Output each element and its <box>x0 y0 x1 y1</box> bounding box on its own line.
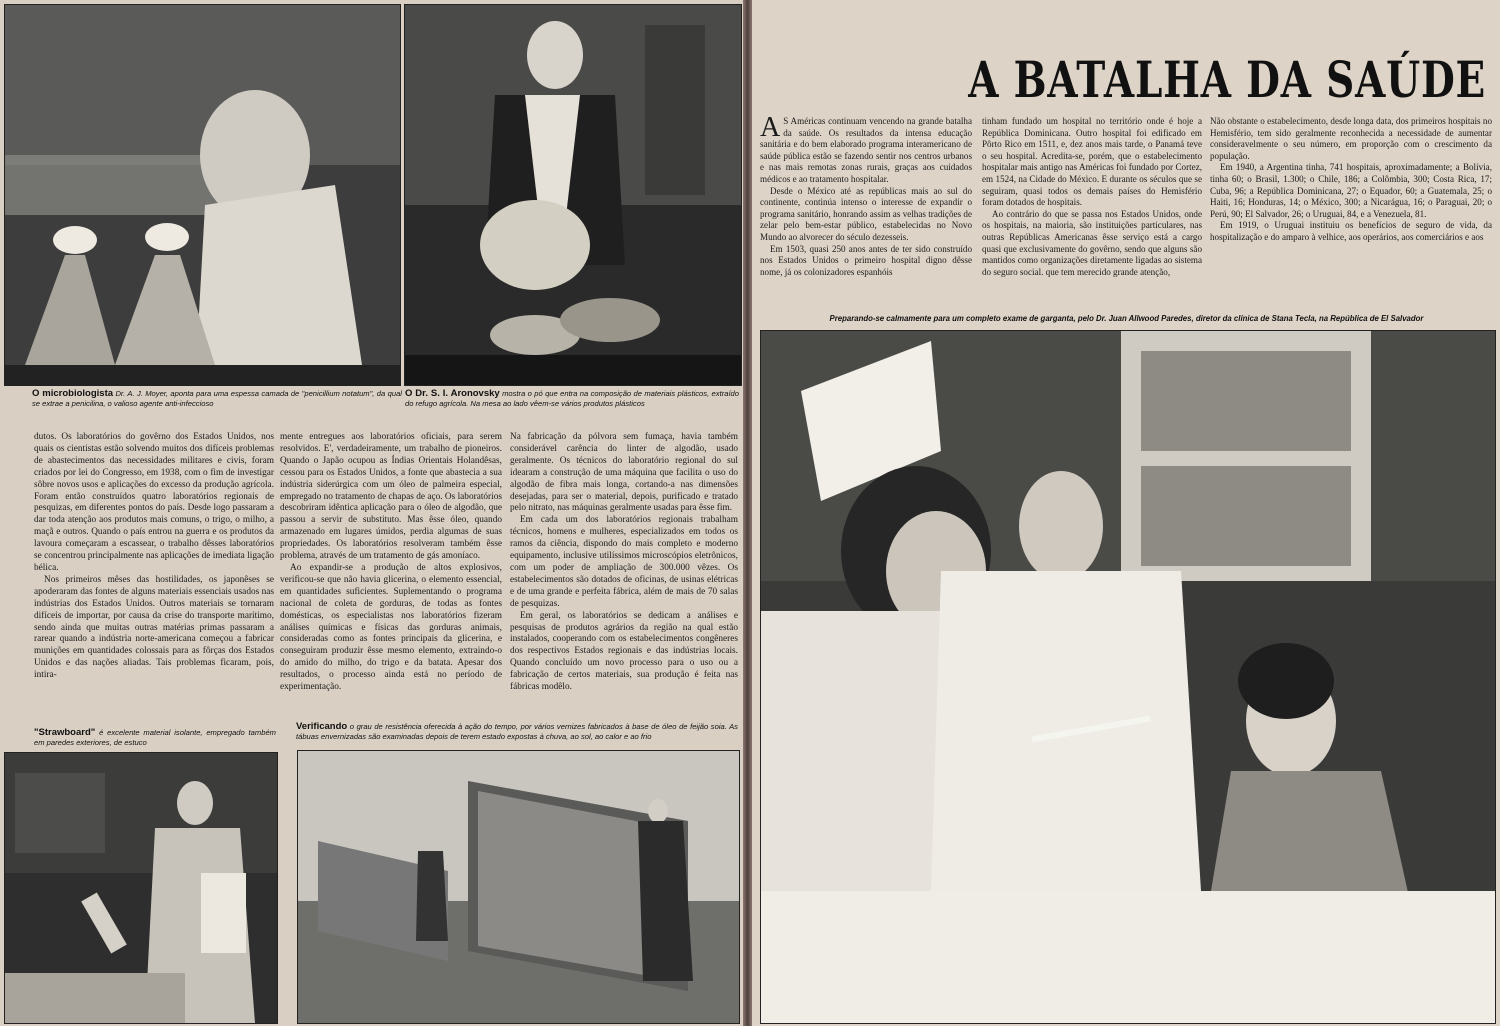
paragraph: dutos. Os laboratórios do govêrno dos Estados Unidos, nos quais os cientistas estão solvendo muitos dos difíceis problemas de abastecimentos das necessidades militares e civis, foram criados por lei do Congresso, em 1938, com o fim de investigar sôbre novos usos e aplicações do excesso da produção agrícola. Foram então construídos quatro laboratórios regionais de pesquizas, em diferentes pontos do país. Desde logo passaram a dar toda atenção aos produtos mais comuns, o trigo, o milho, a maçã e outros. Quando o país entrou na guerra e os produtos da lavoura começaram a escassear, o trabalho dêsses laboratórios se concentrou principalmente nas aplicações de imediata ligação bélica. <box>34 432 274 573</box>
caption-strawboard <box>34 728 276 748</box>
caption-lead: O Dr. S. I. Aronovsky <box>405 388 500 399</box>
page-gutter <box>743 0 752 1026</box>
caption-text: Dr. A. J. Moyer, aponta para uma espessa camada de "penicillium notatum", da qual se extrae a penicilina, o valioso agente anti-infeccioso <box>32 389 402 408</box>
paragraph-text: S Américas continuam vencendo na grande batalha da saúde. Os resultados da intensa educação sanitária e do bem elaborado programa interamericano de saúde pública estão se fazendo sentir nos centros urbanos e nas mais remotas zonas rurais, graças aos cuidados médicos e ao tratamento hospitalar. <box>760 116 972 184</box>
nurse-doctor-child-exam-photo <box>760 330 1496 1024</box>
caption-text: mostra o pó que entra na composição de materiais plásticos, extraído do refugo agrícola. Na mesa ao lado vêem-se vários produtos plásticos <box>405 389 739 408</box>
paragraph: Em cada um dos laboratórios regionais trabalham técnicos, homens e mulheres, especializados em todos os ramos da ciência, dispondo do mais completo e moderno equipamento, inclusive utilíssimos microscópios eletrônicos, com um poder de ampliação de 300.000 vêzes. Os estabelecimentos são dotados de oficinas, de usinas elétricas e de uma grande e perfeita fábrica, além de mais de 70 salas de pesquizas. <box>510 515 738 609</box>
microbiologist-flasks-photo <box>4 4 401 386</box>
right-text-column-1 <box>760 112 972 278</box>
paragraph: Em 1503, quasi 250 anos antes de ter sido construído nos Estados Unidos o primeiro hospital digno dêsse nome, já os colonizadores espanhóis <box>760 243 972 277</box>
caption-varnish <box>296 722 738 742</box>
paragraph: Em geral, os laboratórios se dedicam a análises e pesquisas de produtos agrários da região na qual estão instalados, cooperando com os estabelecimentos congêneres dos respectivos Estados regionais e das indústrias locais. Quando concluído um novo processo para o uso ou a fabricação de certos materiais, sua produção é feita nas fábricas modêlo. <box>510 610 738 693</box>
paragraph: Em 1919, o Uruguai instituiu os benefícios de seguro de vida, da hospitalização e do amparo à velhice, aos operários, aos comerciários e aos <box>1210 220 1492 242</box>
paragraph: Ao expandir-se a produção de altos explosivos, verificou-se que não havia glicerina, o elemento essencial, em quantidades suficientes. Suplementando o programa nacional de coleta de gorduras, de todas as fontes domésticas, os especialistas nos laboratórios fizeram análises químicas e físicas das gorduras animais, consideradas como as fontes principais da glicerina, e conseguiram produzir êsse mesmo elemento, extraindo-o do amido do milho, do trigo e da batata. Apesar dos resultados, o processo ainda está no período de experimentação. <box>280 562 502 693</box>
paragraph: Nos primeiros mêses das hostilidades, os japonêses se apoderaram das fontes de alguns materiais essenciais usados nas indústrias dos Estados Unidos. Outros materiais se tornaram difíceis de importar, por causa da crise do transporte marítimo, sendo ainda que muitas outras matérias primas passaram a rarear quando a indústria norte-americana começou a fabricar munições em quantidades colossais para as fôrças dos Estados Unidos e das nações aliadas. Tais problemas ficaram, pois, intira- <box>34 574 274 681</box>
caption-lead: Verificando <box>296 721 348 732</box>
caption-lead: O microbiologista <box>32 388 114 399</box>
paragraph: Não obstante o estabelecimento, desde longa data, dos primeiros hospitais no Hemisfério, tem sido geralmente reconhecida a necessidade de aumentar consideravelmente o seu número, em proporção com o crescimento da população. <box>1210 116 1492 161</box>
paragraph <box>760 112 972 186</box>
strawboard-worker-photo <box>4 752 278 1024</box>
left-text-column-2 <box>280 432 502 694</box>
page-title: A BATALHA DA SAÚDE <box>968 50 1487 109</box>
left-text-column-1 <box>34 432 274 682</box>
paragraph: mente entregues aos laboratórios oficiais, para serem resolvidos. E', verdadeiramente, um trabalho de pioneiros. Quando o Japão ocupou as Índias Orientais Holandêsas, cessou para os Estados Unidos, a fonte que abastecia a sua indústria siderúrgica com um óleo de palmeira especial, empregado no tratamento de chapas de aço. Os laboratórios descobriram idêntica aplicação para o óleo de algodão, que passou a servir de substituto. Mas êsse óleo, quando armazenado em lugares úmidos, perdia algumas de suas propriedades. Os laboratórios resolveram também êsse problema, através de um tratamento de gás amoníaco. <box>280 432 502 562</box>
main-photo-caption: Preparando-se calmamente para um completo exame de garganta, pelo Dr. Juan Allwood Paredes, diretor da clínica de Stana Tecla, na República de El Salvador <box>829 314 1424 323</box>
paragraph: Ao contrário do que se passa nos Estados Unidos, onde os hospitais, na maioria, são instituições particulares, nas outras Repúblicas Americanas êsse serviço está a cargo quasi que exclusivamente do govêrno, sendo que alguns são mantidos como organizações diretamente ligadas ao sistema do seguro social. que tem merecido grande atenção, <box>982 208 1202 277</box>
caption-aronovsky <box>405 389 739 409</box>
caption-text: é excelente material isolante, empregado também em paredes exteriores, de estuco <box>34 728 276 747</box>
caption-text: o grau de resistência oferecida à ação do tempo, por vários vernizes fabricados à base de óleo de feijão soia. As tábuas envernizadas são examinadas depois de terem estado expostas à chuva, ao sol, ao calor e ao frio <box>296 722 738 741</box>
paragraph: Em 1940, a Argentina tinha, 741 hospitais, aproximadamente; a Bolívia, tinha 60; o Brasil, 1.300; o Chile, 186; a Colômbia, 300; Costa Rica, 17; Cuba, 96; a República Dominicana, 27; o Equador, 60; a Guatemala, 25; o Haiti, 16; Honduras, 14; o México, 300; a Nicarágua, 16; o Paraguai, 20; o Perú, 90; El Salvador, 26; o Uruguai, 84, e a Venezuela, 81. <box>1210 162 1492 219</box>
right-page <box>752 0 1500 1026</box>
varnish-test-panels-photo <box>297 750 740 1024</box>
paragraph: Desde o México até as repúblicas mais ao sul do continente, continúa intenso o interesse de expandir o programa sanitário, honrando assim as velhas tradições de zelar pelo bem-estar público, estabelecidas no Novo Mundo ao alvorecer do século dezesseis. <box>760 185 972 242</box>
paragraph: tinham fundado um hospital no território onde é hoje a República Dominicana. Outro hospital foi edificado em Pôrto Rico em 1511, e, dez anos mais tarde, o Panamá teve o seu hospital. Acredita-se, porém, que o estabelecimento hospitalar mais antigo nas Américas foi fundado por Cortez, em 1524, na Cidade do México. E durante os séculos que se seguiram, quasi todos os demais países do Hemisfério foram dotados de hospitais. <box>982 116 1202 208</box>
right-text-column-3 <box>1210 116 1492 244</box>
paragraph: Na fabricação da pólvora sem fumaça, havia também considerável carência do linter de algodão, usado geralmente. Os técnicos do laboratório regional do sul idearam a construção de uma máquina que facilita o uso do algodão de fibra mais longa, cortando-a nas dimensões desejadas, para ser o material, depois, purificado e tratado pelo nitrato, nas máquinas geralmente usadas para êsse fim. <box>510 432 738 514</box>
caption-microbiologist <box>32 389 402 409</box>
caption-lead: "Strawboard" <box>34 727 96 738</box>
drop-cap: A <box>760 112 781 143</box>
right-text-column-2 <box>982 116 1202 278</box>
scientist-agricultural-products-photo <box>404 4 742 386</box>
left-text-column-3 <box>510 432 738 694</box>
left-page <box>0 0 743 1026</box>
